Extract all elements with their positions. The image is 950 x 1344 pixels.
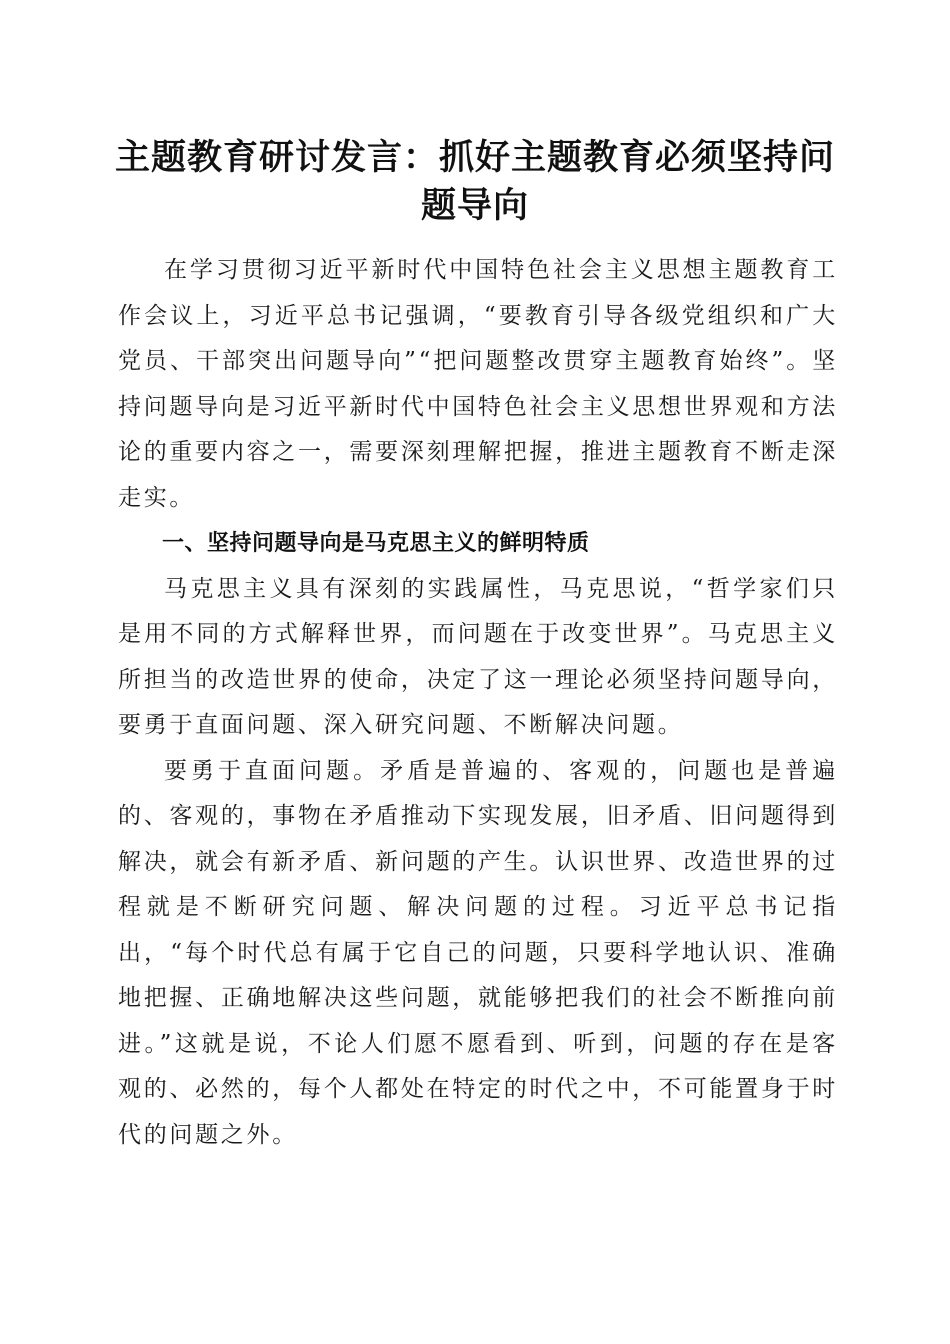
intro-paragraph: 在学习贯彻习近平新时代中国特色社会主义思想主题教育工作会议上，习近平总书记强调，“要教育引导各级党组织和广大党员、干部突出问题导向”“把问题整改贯穿主题教育始终”。坚持问题导向是习近平新时代中国特色社会主义思想世界观和方法论的重要内容之一，需要深刻理解把握，推进主题教育不断走深走实。 [118,257,838,511]
section-heading: 一、坚持问题导向是马克思主义的鲜明特质 [162,531,590,556]
body-paragraph: 马克思主义具有深刻的实践属性，马克思说，“哲学家们只是用不同的方式解释世界，而问题在于改变世界”。马克思主义所担当的改造世界的使命，决定了这一理论必须坚持问题导向，要勇于直面问题、深入研究问题、不断解决问题。 [118,575,838,738]
document-body [118,248,838,1158]
document-title: 主题教育研讨发言：抓好主题教育必须坚持问题导向 [114,137,835,226]
body-paragraph: 要勇于直面问题。矛盾是普遍的、客观的，问题也是普遍的、客观的，事物在矛盾推动下实现发展，旧矛盾、旧问题得到解决，就会有新矛盾、新问题的产生。认识世界、改造世界的过程就是不断研究问题、解决问题的过程。习近平总书记指出，“每个时代总有属于它自己的问题，只要科学地认识、准确地把握、正确地解决这些问题，就能够把我们的社会不断推向前进。”这就是说，不论人们愿不愿看到、听到，问题的存在是客观的、必然的，每个人都处在特定的时代之中，不可能置身于时代的问题之外。 [118,757,838,1148]
